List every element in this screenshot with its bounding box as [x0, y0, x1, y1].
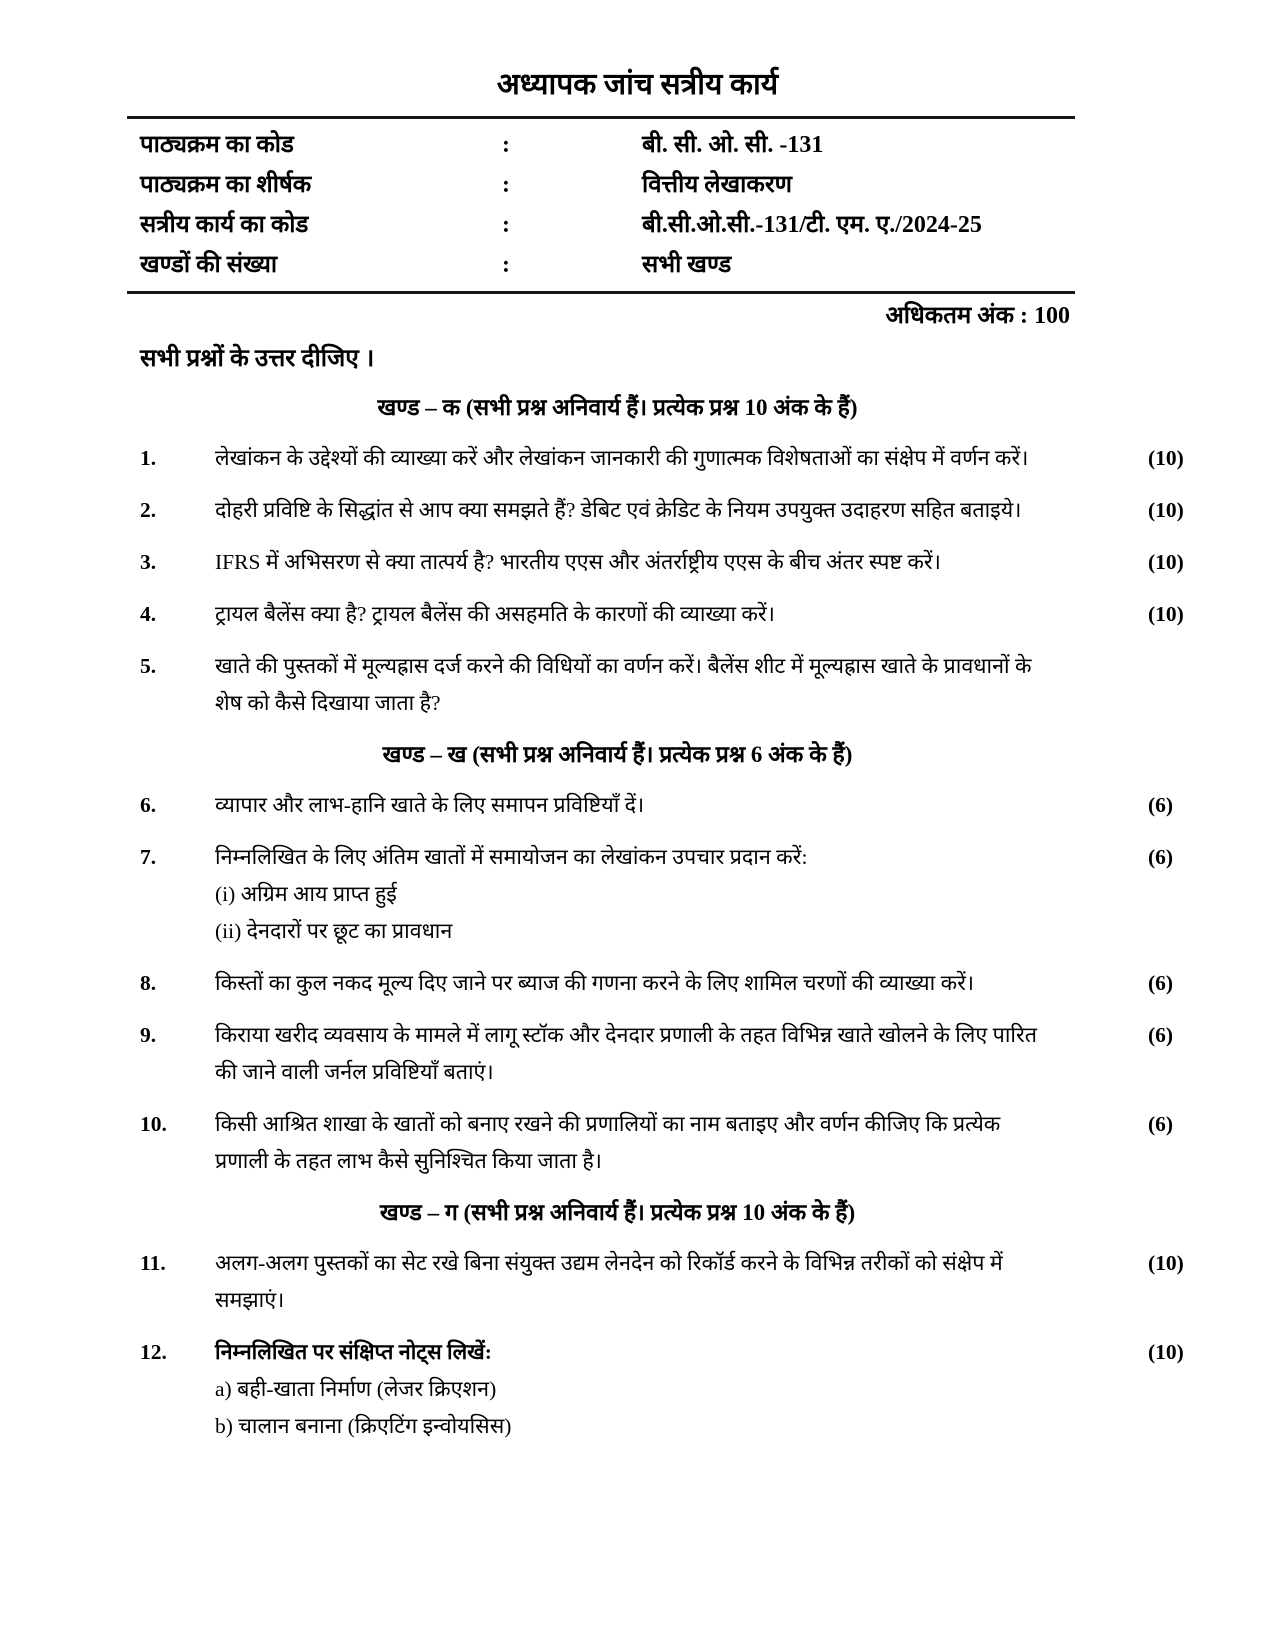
- question-text: [215, 1017, 1045, 1091]
- question-text-line: खाते की पुस्तकों में मूल्यह्रास दर्ज करने की विधियों का वर्णन करें। बैलेंस शीट में मूल्यह्रास खाते के प्रावधानों के शेष को कैसे दिखाया जाता है?: [215, 654, 1032, 715]
- course-info-value: सभी खण्ड: [642, 252, 732, 278]
- course-info-label: सत्रीय कार्य का कोड: [140, 212, 309, 238]
- question-row: [140, 596, 1275, 633]
- question-marks: [1045, 648, 1275, 722]
- question-text-line: किराया खरीद व्यवसाय के मामले में लागू स्टॉक और देनदार प्रणाली के तहत विभिन्न खाते खोलने के लिए पारित की जाने वाली जर्नल प्रविष्टियाँ बताएं।: [215, 1023, 1038, 1084]
- question-text: [215, 1245, 1045, 1319]
- question-text: [215, 544, 1045, 581]
- question-number: 9.: [140, 1023, 157, 1047]
- question-text-line: ट्रायल बैलेंस क्या है? ट्रायल बैलेंस की असहमति के कारणों की व्याख्या करें।: [215, 602, 775, 626]
- question-subitem: b) चालान बनाना (क्रिएटिंग इन्वोयसिस): [215, 1414, 512, 1438]
- question-marks: (6): [1148, 845, 1174, 869]
- question-text-line: दोहरी प्रविष्टि के सिद्धांत से आप क्या समझते हैं? डेबिट एवं क्रेडिट के नियम उपयुक्त उदाहरण सहित बताइये।: [215, 498, 1022, 522]
- section-b-questions: [140, 787, 1275, 1180]
- course-info-label: पाठ्यक्रम का कोड: [140, 132, 294, 158]
- course-info-table: [127, 125, 1075, 285]
- course-info-row: [140, 245, 1075, 285]
- question-number: 12.: [140, 1340, 167, 1364]
- question-row: [140, 492, 1275, 529]
- max-marks-label: अधिकतम अंक : 100: [885, 303, 1070, 329]
- question-row: [140, 440, 1275, 477]
- question-row: [140, 1334, 1275, 1445]
- question-row: [140, 787, 1275, 824]
- section-c-questions: [140, 1245, 1275, 1445]
- header-divider-bottom: [127, 291, 1075, 294]
- question-row: [140, 1245, 1275, 1319]
- document-title: अध्यापक जांच सत्रीय कार्य: [496, 68, 779, 101]
- question-text: [215, 492, 1045, 529]
- question-row: [140, 544, 1275, 581]
- question-text: [215, 1106, 1045, 1180]
- question-text-line: किस्तों का कुल नकद मूल्य दिए जाने पर ब्याज की गणना करने के लिए शामिल चरणों की व्याख्या करें।: [215, 971, 975, 995]
- question-text-line: IFRS में अभिसरण से क्या तात्पर्य है? भारतीय एएस और अंतर्राष्ट्रीय एएस के बीच अंतर स्पष्ट करें।: [215, 550, 941, 574]
- question-text-line: अलग-अलग पुस्तकों का सेट रखे बिना संयुक्त उद्यम लेनदेन को रिकॉर्ड करने के विभिन्न तरीकों को संक्षेप में समझाएं।: [215, 1251, 1003, 1312]
- course-info-colon: :: [502, 212, 510, 238]
- section-a: [0, 390, 1275, 722]
- question-number: 3.: [140, 550, 157, 574]
- section-b-heading: खण्ड – ख (सभी प्रश्न अनिवार्य हैं। प्रत्येक प्रश्न 6 अंक के हैं): [382, 742, 853, 767]
- question-text-line: लेखांकन के उद्देश्यों की व्याख्या करें और लेखांकन जानकारी की गुणात्मक विशेषताओं का संक्षेप में वर्णन करें।: [215, 446, 1029, 470]
- section-a-heading: खण्ड – क (सभी प्रश्न अनिवार्य हैं। प्रत्येक प्रश्न 10 अंक के हैं): [377, 395, 858, 420]
- course-info-label: पाठ्यक्रम का शीर्षक: [140, 172, 312, 198]
- course-info-row: [140, 165, 1075, 205]
- question-marks: (6): [1148, 1112, 1174, 1136]
- question-number: 6.: [140, 793, 157, 817]
- question-number: 7.: [140, 845, 157, 869]
- question-marks: (10): [1148, 446, 1184, 470]
- question-subitem: (ii) देनदारों पर छूट का प्रावधान: [215, 919, 453, 943]
- question-text: [215, 648, 1045, 722]
- header-divider-top: [127, 116, 1075, 119]
- question-row: [140, 839, 1275, 950]
- question-marks: (10): [1148, 498, 1184, 522]
- section-c: [0, 1195, 1275, 1445]
- question-number: 4.: [140, 602, 157, 626]
- question-number: 11.: [140, 1251, 166, 1275]
- section-b: [0, 737, 1275, 1180]
- question-row: [140, 648, 1275, 722]
- general-instruction: सभी प्रश्नों के उत्तर दीजिए ।: [140, 345, 375, 372]
- question-text-line: निम्नलिखित पर संक्षिप्त नोट्स लिखें:: [215, 1340, 492, 1364]
- question-number: 2.: [140, 498, 157, 522]
- question-text: [215, 1334, 1045, 1445]
- section-c-heading: खण्ड – ग (सभी प्रश्न अनिवार्य हैं। प्रत्येक प्रश्न 10 अंक के हैं): [379, 1200, 856, 1225]
- course-info-row: [140, 125, 1075, 165]
- course-info-colon: :: [502, 172, 510, 198]
- question-text-line: किसी आश्रित शाखा के खातों को बनाए रखने की प्रणालियों का नाम बताइए और वर्णन कीजिए कि प्रत्येक प्रणाली के तहत लाभ कैसे सुनिश्चित किया जाता है।: [215, 1112, 1001, 1173]
- course-info-value: वित्तीय लेखाकरण: [642, 172, 792, 198]
- question-marks: (6): [1148, 1023, 1174, 1047]
- section-a-questions: [140, 440, 1275, 722]
- question-text: [215, 596, 1045, 633]
- question-text-line: व्यापार और लाभ-हानि खाते के लिए समापन प्रविष्टियाँ दें।: [215, 793, 645, 817]
- question-subitem: (i) अग्रिम आय प्राप्त हुई: [215, 882, 397, 906]
- question-text: [215, 839, 1045, 950]
- question-text-line: निम्नलिखित के लिए अंतिम खातों में समायोजन का लेखांकन उपचार प्रदान करें:: [215, 845, 808, 869]
- question-marks: (10): [1148, 602, 1184, 626]
- question-text: [215, 787, 1045, 824]
- course-info-colon: :: [502, 252, 510, 278]
- question-marks: (6): [1148, 971, 1174, 995]
- question-marks: (10): [1148, 1251, 1184, 1275]
- question-number: 10.: [140, 1112, 167, 1136]
- course-info-label: खण्डों की संख्या: [140, 252, 278, 278]
- question-number: 5.: [140, 654, 157, 678]
- course-info-colon: :: [502, 132, 510, 158]
- course-info-value: बी.सी.ओ.सी.-131/टी. एम. ए./2024-25: [642, 212, 982, 238]
- question-number: 8.: [140, 971, 157, 995]
- question-text: [215, 965, 1045, 1002]
- question-row: [140, 965, 1275, 1002]
- question-marks: (10): [1148, 550, 1184, 574]
- question-marks: (10): [1148, 1340, 1184, 1364]
- course-info-row: [140, 205, 1075, 245]
- question-row: [140, 1017, 1275, 1091]
- course-info-value: बी. सी. ओ. सी. -131: [642, 132, 824, 158]
- question-text: [215, 440, 1045, 477]
- question-marks: (6): [1148, 793, 1174, 817]
- question-subitem: a) बही-खाता निर्माण (लेजर क्रिएशन): [215, 1377, 497, 1401]
- question-row: [140, 1106, 1275, 1180]
- question-number: 1.: [140, 446, 157, 470]
